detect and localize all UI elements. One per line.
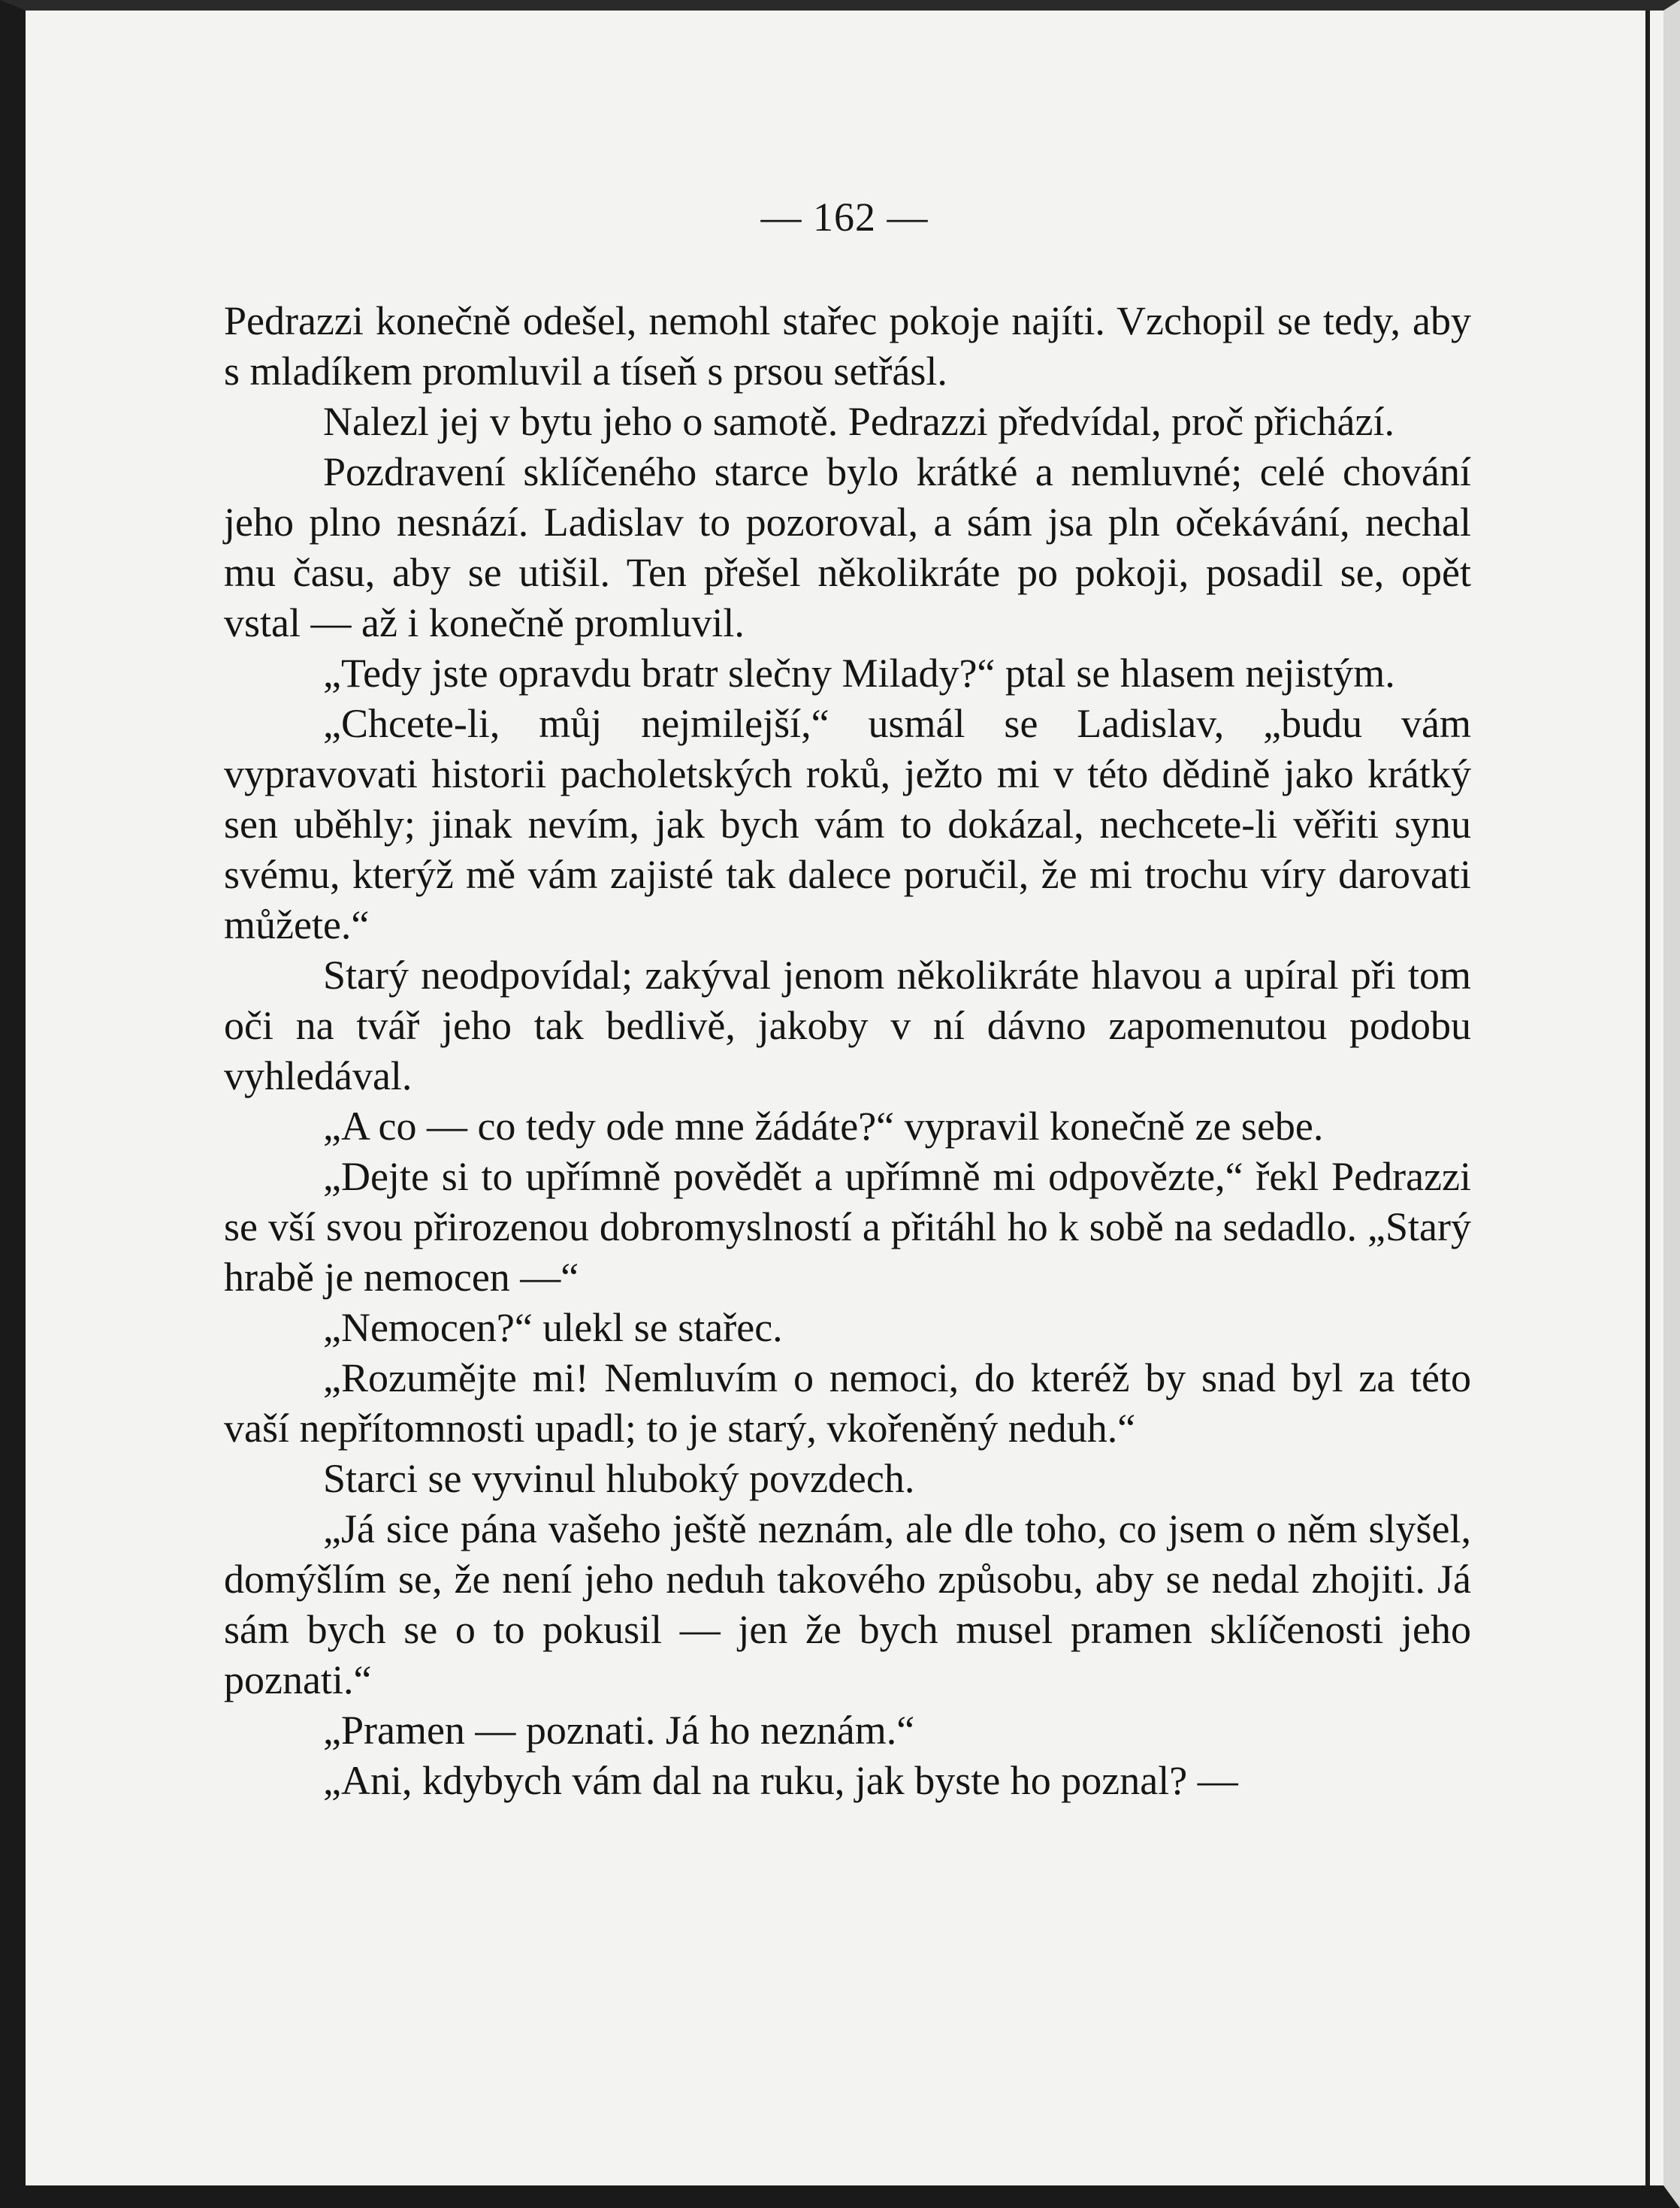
paragraph: „Rozumějte mi! Nemluvím o nemoci, do kteréž by snad byl za této vaší nepřítomnosti upadl; to je starý, vkořeněný neduh.“ — [224, 1355, 1471, 1451]
paragraph: Pedrazzi konečně odešel, nemohl stařec pokoje najíti. Vzchopil se tedy, aby s mladíkem promluvil a tíseň s prsou setřásl. — [224, 298, 1471, 394]
paragraph: Starci se vyvinul hluboký povzdech. — [323, 1456, 915, 1501]
paragraph: „Nemocen?“ ulekl se stařec. — [323, 1305, 783, 1350]
page-number: — 162 — — [760, 195, 929, 240]
body-text — [224, 296, 1471, 1806]
paragraph: „Pramen — poznati. Já ho neznám.“ — [323, 1708, 915, 1753]
paragraph: „Já sice pána vašeho ještě neznám, ale dle toho, co jsem o něm slyšel, domýšlím se, že není jeho neduh takového způsobu, aby se nedal zhojiti. Já sám bych se o to pokusil — jen že bych musel pramen sklíčenosti jeho poznati.“ — [224, 1506, 1471, 1702]
paragraph: „Dejte si to upřímně povědět a upřímně mi odpovězte,“ řekl Pedrazzi se vší svou přirozenou dobromyslností a přitáhl ho k sobě na sedadlo. „Starý hrabě je nemocen —“ — [224, 1154, 1471, 1300]
paragraph: „Ani, kdybych vám dal na ruku, jak byste ho poznal? — — [323, 1758, 1238, 1803]
paragraph: „Tedy jste opravdu bratr slečny Milady?“ ptal se hlasem nejistým. — [323, 651, 1395, 696]
paragraph: „Chcete-li, můj nejmilejší,“ usmál se Ladislav, „budu vám vypravovati historii pacholetských roků, ježto mi v této dědině jako krátký sen uběhly; jinak nevím, jak bych vám to dokázal, nechcete-li věřiti synu svému, kterýž mě vám zajisté tak dalece poručil, že mi trochu víry darovati můžete.“ — [224, 701, 1471, 947]
paragraph: Starý neodpovídal; zakýval jenom několikráte hlavou a upíral při tom oči na tvář jeho tak bedlivě, jakoby v ní dávno zapomenutou podobu vyhledával. — [224, 953, 1471, 1098]
paragraph: Nalezl jej v bytu jeho o samotě. Pedrazzi předvídal, proč přichází. — [323, 399, 1394, 444]
paragraph: „A co — co tedy ode mne žádáte?“ vypravil konečně ze sebe. — [323, 1104, 1324, 1149]
paragraph: Pozdravení sklíčeného starce bylo krátké a nemluvné; celé chování jeho plno nesnází. Ladislav to pozoroval, a sám jsa pln očekávání, nechal mu času, aby se utišil. Ten přešel několikráte po pokoji, posadil se, opět vstal — až i konečně promluvil. — [224, 449, 1471, 645]
